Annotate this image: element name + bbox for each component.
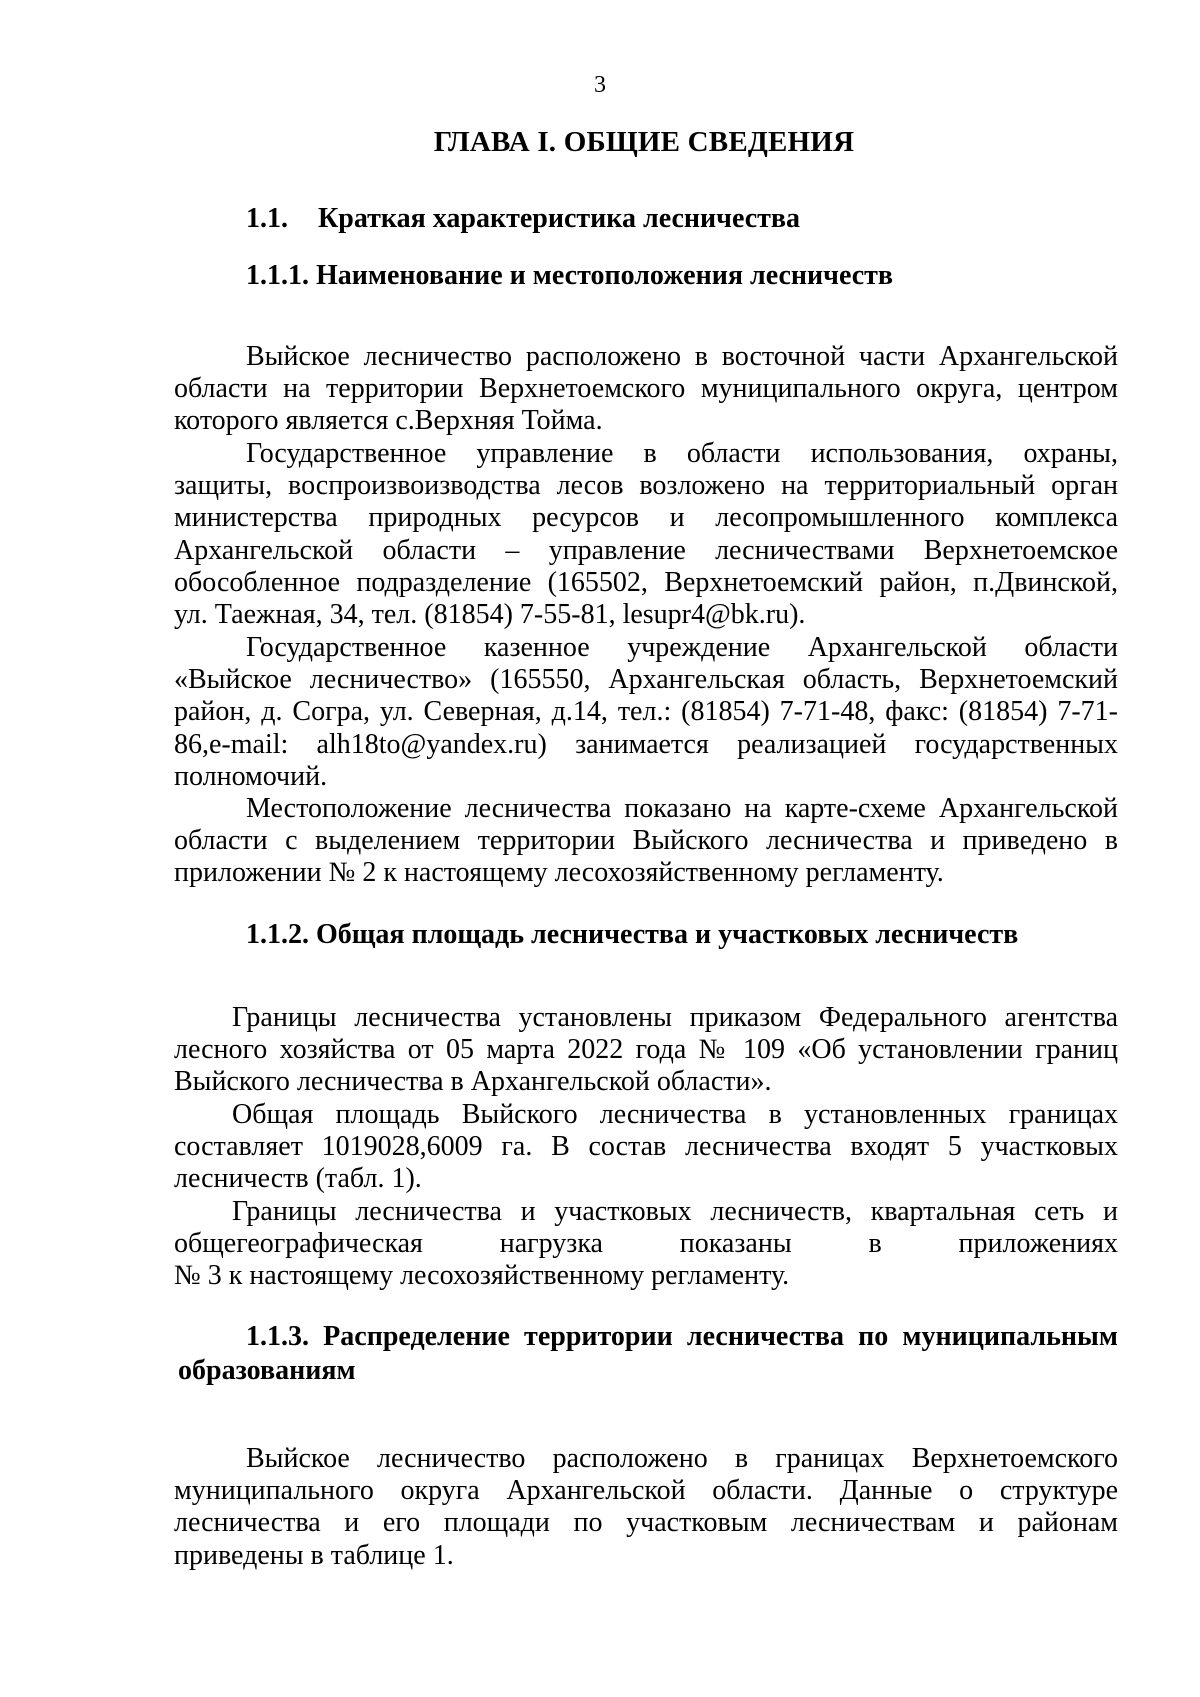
text-line: области на территории Верхнетоемского муниципального округа, центром — [174, 373, 1118, 405]
page-number: 3 — [594, 72, 606, 98]
text-line: составляет 1019028,6009 га. В состав лесничества входят 5 участковых — [174, 1131, 1118, 1163]
text-line: Государственное казенное учреждение Архангельской области — [246, 632, 1118, 663]
text-line: приведены в таблице 1. — [174, 1539, 454, 1571]
chapter-title: ГЛАВА I. ОБЩИЕ СВЕДЕНИЯ — [433, 126, 855, 158]
text-line: министерства природных ресурсов и лесопромышленного комплекса — [174, 502, 1118, 534]
text-line: «Выйское лесничество» (165550, Архангельская область, Верхнетоемский — [174, 664, 1118, 696]
paragraph — [174, 1196, 1118, 1293]
paragraph — [174, 1099, 1118, 1196]
paragraph — [174, 438, 1118, 631]
section-heading-1-1-1: 1.1.1. Наименование и местоположения лесничеств — [246, 260, 894, 291]
text-line: № 3 к настоящему лесохозяйственному регламенту. — [174, 1260, 790, 1292]
text-line: Местоположение лесничества показано на карте-схеме Архангельской — [246, 793, 1118, 824]
text-line: защиты, воспроизвоизводства лесов возложено на территориальный орган — [174, 470, 1118, 502]
text-line: Выйское лесничество расположено в границах Верхнетоемского — [246, 1443, 1118, 1474]
text-line: Выйское лесничество расположено в восточной части Архангельской — [246, 341, 1118, 372]
text-line: общегеографическая нагрузка показаны в приложениях — [174, 1228, 1118, 1260]
paragraph — [174, 1443, 1118, 1572]
paragraph — [174, 341, 1118, 438]
heading-line: образованиям — [178, 1355, 356, 1386]
paragraph — [174, 632, 1118, 793]
text-line: полномочий. — [174, 760, 328, 792]
section-number: 1.1. — [246, 203, 288, 234]
text-line: лесного хозяйства от 05 марта 2022 года № 109 «Об установлении границ — [174, 1034, 1118, 1066]
text-line: муниципального округа Архангельской области. Данные о структуре — [174, 1475, 1118, 1507]
text-line: которого является с.Верхняя Тойма. — [174, 405, 603, 437]
text-line: приложении № 2 к настоящему лесохозяйственному регламенту. — [174, 857, 944, 889]
text-line: Архангельской области – управление лесничествами Верхнетоемское — [174, 534, 1118, 566]
text-line: Границы лесничества и участковых лесничеств, квартальная сеть и — [232, 1196, 1118, 1227]
paragraph — [174, 793, 1118, 890]
text-line: ул. Таежная, 34, тел. (81854) 7-55-81, lesupr4@bk.ru). — [174, 599, 806, 631]
paragraph — [174, 1002, 1118, 1099]
section-heading-1-1-3 — [174, 1320, 1118, 1388]
text-line: лесничеств (табл. 1). — [174, 1163, 422, 1195]
heading-line: 1.1.3. Распределение территории лесничества по муниципальным — [246, 1321, 1118, 1352]
section-heading-1-1-2: 1.1.2. Общая площадь лесничества и участковых лесничеств — [246, 919, 1019, 950]
section-heading-1-1 — [246, 203, 800, 235]
text-line: Границы лесничества установлены приказом Федерального агентства — [232, 1002, 1118, 1033]
text-line: район, д. Согра, ул. Северная, д.14, тел.: (81854) 7-71-48, факс: (81854) 7-71- — [174, 696, 1118, 728]
text-line: Общая площадь Выйского лесничества в установленных границах — [232, 1099, 1118, 1130]
text-line: Выйского лесничества в Архангельской области». — [174, 1066, 772, 1098]
text-line: области с выделением территории Выйского лесничества и приведено в — [174, 825, 1118, 857]
text-line: лесничества и его площади по участковым лесничествам и районам — [174, 1507, 1118, 1539]
text-line: 86,e-mail: alh18to@yandex.ru) занимается реализацией государственных — [174, 728, 1118, 760]
text-line: обособленное подразделение (165502, Верхнетоемский район, п.Двинской, — [174, 566, 1118, 598]
section-title: Краткая характеристика лесничества — [318, 203, 801, 234]
text-line: Государственное управление в области использования, охраны, — [246, 438, 1118, 469]
